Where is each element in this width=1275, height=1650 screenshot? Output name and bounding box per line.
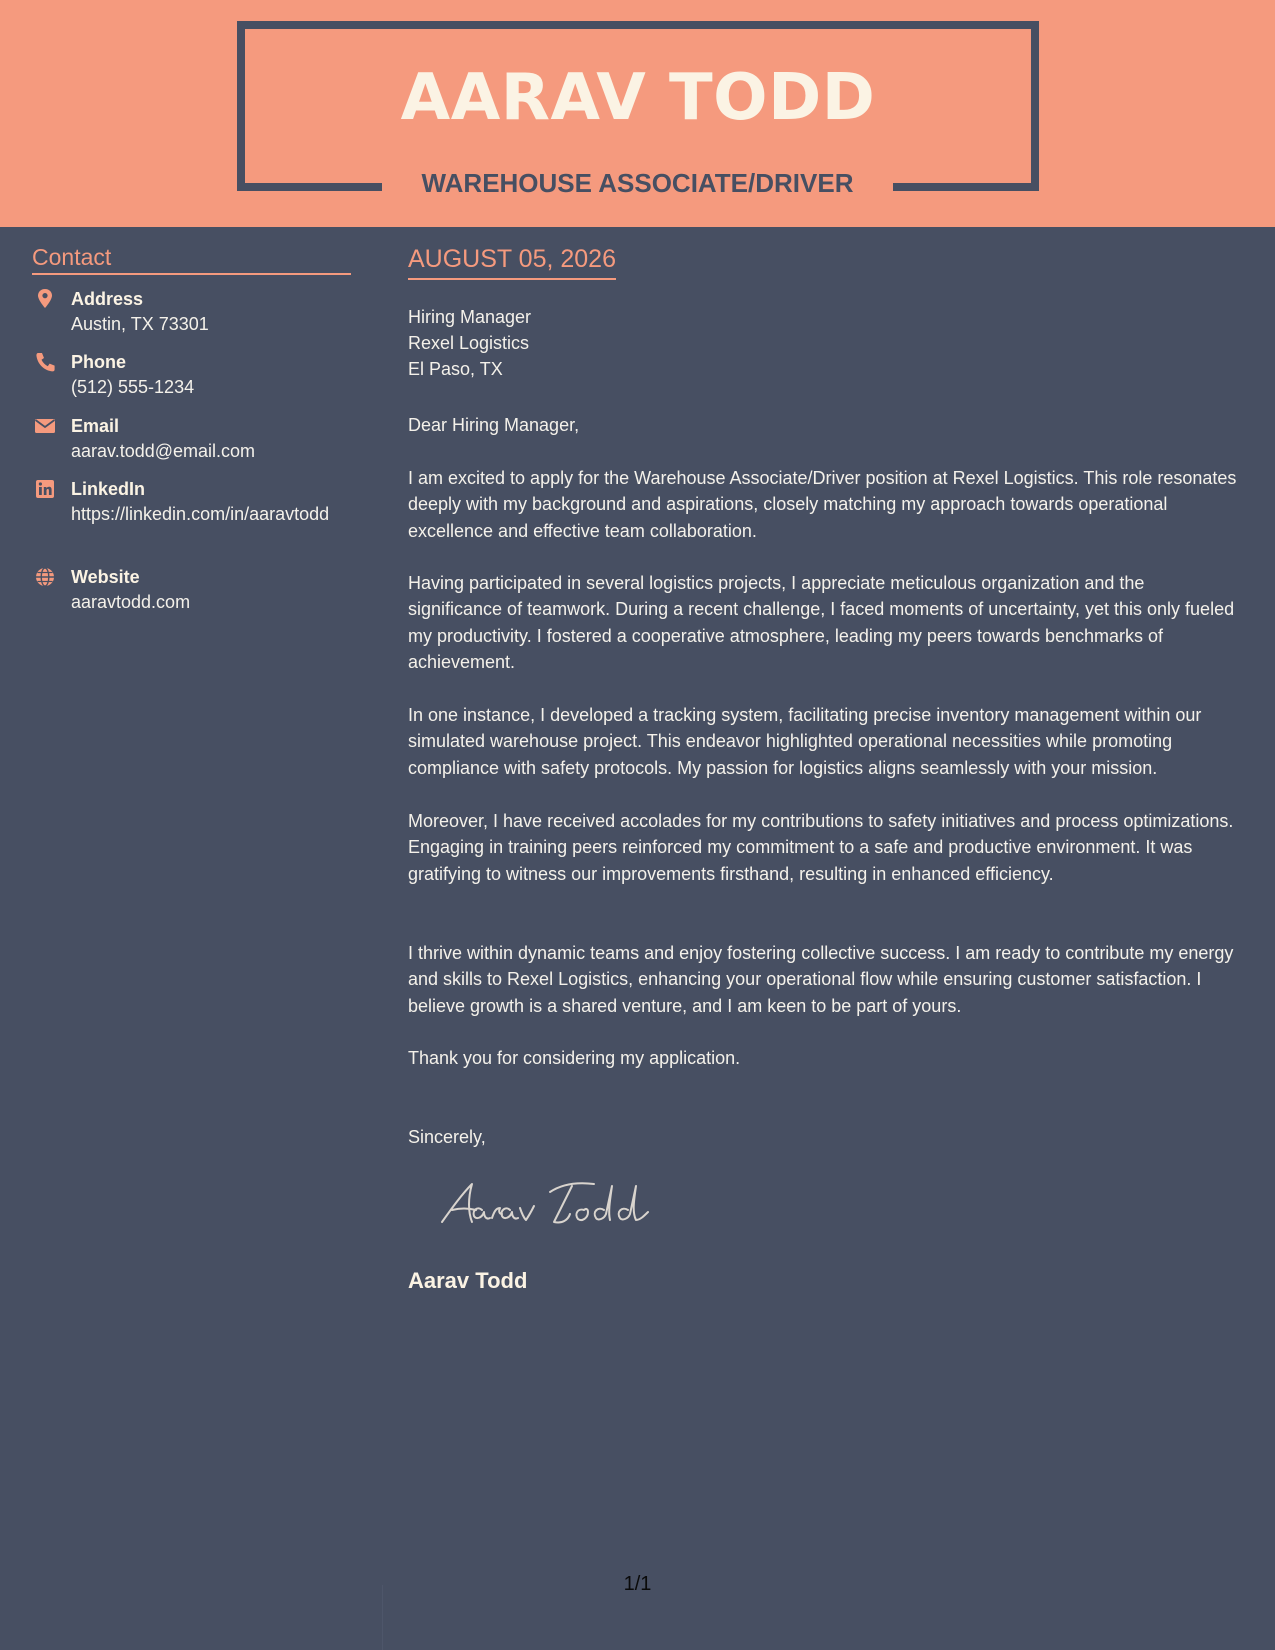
header-banner: [0, 0, 1275, 227]
linkedin-icon: [32, 478, 58, 500]
signer-name: Aarav Todd: [408, 1268, 528, 1293]
contact-label-email: Email: [71, 416, 120, 436]
body-paragraph: Thank you for considering my application.: [408, 1048, 741, 1068]
letter-date: AUGUST 05, 2026: [408, 244, 616, 280]
envelope-icon: [32, 415, 58, 437]
body-paragraph: Having participated in several logistics projects, I appreciate meticulous organization and the significance of teamwork. During a recent challenge, I faced moments of uncertainty, yet this only fueled my productivity. I fostered a cooperative atmosphere, leading my peers towards benchmarks of achievement.: [408, 573, 1235, 672]
contact-label-phone: Phone: [71, 352, 127, 372]
recipient-name: Hiring Manager: [408, 307, 532, 327]
contact-value-address: Austin, TX 73301: [71, 314, 209, 334]
recipient-company: Rexel Logistics: [408, 333, 530, 353]
recipient-location: El Paso, TX: [408, 359, 503, 379]
body-paragraph: I thrive within dynamic teams and enjoy fostering collective success. I am ready to contribute my energy and skills to Rexel Logistics, enhancing your operational flow while ensuring customer satisfaction. I believe growth is a shared venture, and I am keen to be part of yours.: [408, 943, 1234, 1016]
body-paragraph: I am excited to apply for the Warehouse Associate/Driver position at Rexel Logistics. This role resonates deeply with my background and aspirations, closely matching my approach towards operational excellence and effective team collaboration.: [408, 468, 1237, 541]
contact-value-website[interactable]: aaravtodd.com: [71, 592, 191, 612]
contact-value-email: aarav.todd@email.com: [71, 441, 256, 461]
page-number: 1/1: [623, 1573, 652, 1595]
body-paragraph: Moreover, I have received accolades for my contributions to safety initiatives and process optimizations. Engaging in training peers reinforced my commitment to a safe and productive environment. It was gratifying to witness our improvements firsthand, resulting in enhanced efficiency.: [408, 811, 1234, 884]
phone-icon: [32, 351, 58, 373]
contact-label-website: Website: [71, 567, 140, 587]
job-title: WAREHOUSE ASSOCIATE/DRIVER: [421, 168, 854, 198]
contact-label-linkedin: LinkedIn: [71, 479, 146, 499]
contact-value-phone: (512) 555-1234: [71, 377, 195, 397]
salutation: Dear Hiring Manager,: [408, 415, 580, 435]
contact-value-linkedin[interactable]: https://linkedin.com/in/aaravtodd: [71, 504, 330, 524]
signature-image: [438, 1178, 658, 1230]
applicant-name: AARAV TODD: [400, 61, 876, 135]
map-marker-icon: [32, 288, 58, 310]
contact-label-address: Address: [71, 289, 144, 309]
globe-icon: [32, 566, 58, 588]
contact-heading: Contact: [32, 243, 351, 275]
body-paragraph: In one instance, I developed a tracking system, facilitating precise inventory management within our simulated warehouse project. This endeavor highlighted operational necessities while promoting compliance with safety protocols. My passion for logistics aligns seamlessly with your mission.: [408, 705, 1202, 778]
closing: Sincerely,: [408, 1127, 486, 1147]
